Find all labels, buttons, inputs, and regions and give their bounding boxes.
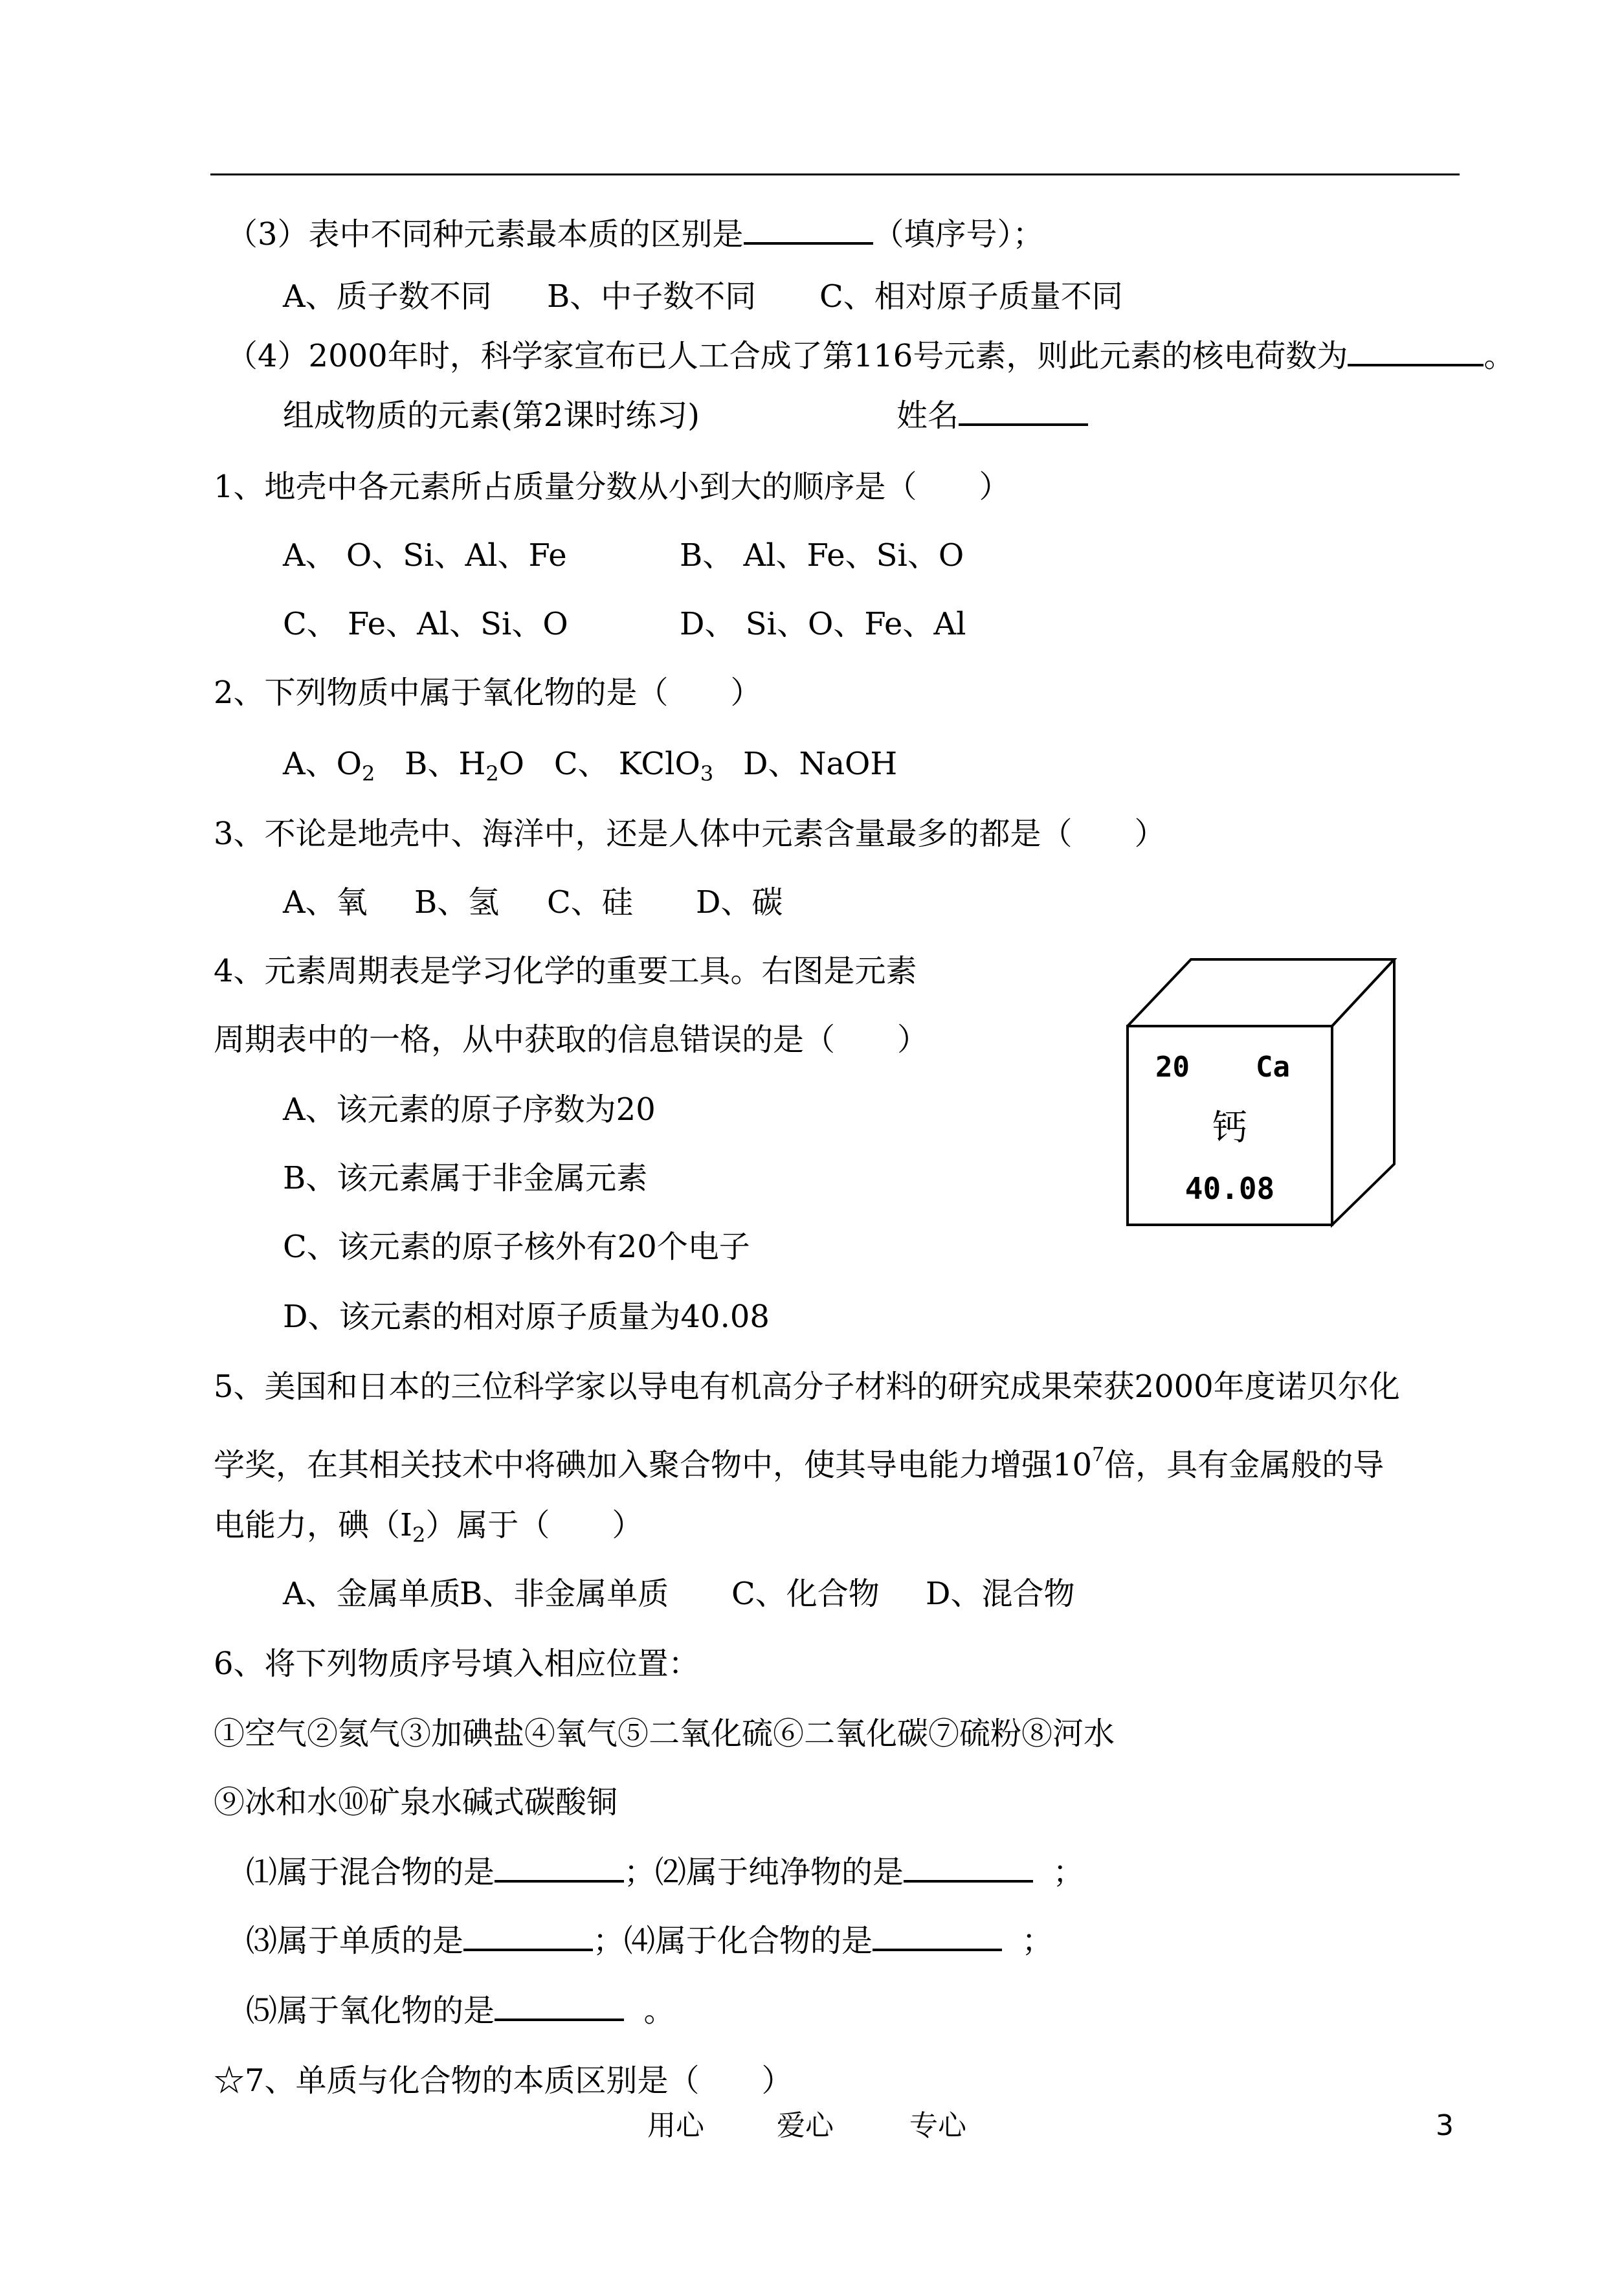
cell-symbol: Ca [1256, 1051, 1290, 1084]
prev-q3-option-b: B、中子数不同 [547, 278, 757, 315]
q3-option-a: A、氧 [283, 884, 368, 921]
q6-stem: 6、将下列物质序号填入相应位置： [214, 1646, 700, 1682]
q5-line3: 电能力，碘$(I_2)$属于（ ） [214, 1507, 643, 1547]
q1-option-b: B、 Al、Fe、Si、O [680, 537, 964, 574]
cell-atomic-number: 20 [1155, 1051, 1190, 1084]
prev-q3-blank[interactable] [744, 215, 873, 245]
q6-items-line1: ①空气②氦气③加碘盐④氧气⑤二氧化硫⑥二氧化碳⑦硫粉⑧河水 [214, 1716, 1115, 1752]
prev-q4 [227, 337, 1515, 375]
q4-stem-line2: 周期表中的一格，从中获取的信息错误的是（ ） [214, 1022, 929, 1058]
name-label: 姓名 [896, 397, 959, 434]
q6-p2-blank[interactable] [904, 1853, 1033, 1883]
prev-q3-tail: （填序号）； [873, 216, 1044, 252]
q4-option-b: B、该元素属于非金属元素 [283, 1160, 648, 1196]
q4-option-a: A、该元素的原子序数为20 [283, 1091, 656, 1128]
q7-stem: ☆7、单质与化合物的本质区别是（ ） [214, 2063, 793, 2099]
prev-q3-text: （3）表中不同种元素最本质的区别是 [227, 216, 744, 252]
name-blank[interactable] [959, 396, 1088, 426]
q5-option-a: A、金属单质 [283, 1576, 461, 1612]
cell-element-name: 钙 [1212, 1107, 1247, 1148]
q1-option-d: D、 Si、O、Fe、Al [680, 606, 966, 642]
header-rule [210, 173, 1460, 175]
prev-q4-tail: 。 [1484, 338, 1515, 374]
prev-q3-option-c: C、相对原子质量不同 [819, 278, 1123, 315]
q2-options [283, 744, 897, 793]
q3-option-b: B、氢 [414, 884, 500, 921]
q6-p5-blank[interactable] [495, 1991, 624, 2021]
periodic-cell-figure [1126, 958, 1398, 1230]
q6-part-3-4: ⑶属于单质的是 ；⑷属于化合物的是 ； [246, 1923, 1053, 1959]
q4-option-d: D、该元素的相对原子质量为40.08 [283, 1299, 770, 1335]
q1-option-c: C、 Fe、Al、Si、O [283, 606, 568, 642]
footer-item-3: 专心 [909, 2109, 966, 2142]
q5-option-b: B、非金属单质 [460, 1576, 669, 1612]
q4-option-c: C、该元素的原子核外有20个电子 [283, 1229, 750, 1265]
q6-part-5: ⑸属于氧化物的是 。 [246, 1993, 675, 2029]
footer-item-1: 用心 [647, 2109, 704, 2142]
q2-option-c: C、 KClO$_3$ [553, 746, 714, 786]
q1-option-a: A、 O、Si、Al、Fe [283, 537, 567, 574]
footer-item-2: 爱心 [777, 2109, 834, 2142]
q6-p1-blank[interactable] [495, 1853, 624, 1883]
prev-q4-text: （4）2000年时，科学家宣布已人工合成了第116号元素，则此元素的核电荷数为 [227, 338, 1348, 374]
q5-option-d: D、混合物 [926, 1576, 1075, 1612]
q2-option-a: A、$O_2$ [283, 746, 375, 786]
q2-stem: 2、下列物质中属于氧化物的是（ ） [214, 675, 762, 711]
q6-items-line2: ⑨冰和水⑩矿泉水碱式碳酸铜 [214, 1784, 618, 1820]
q4-stem-line1: 4、元素周期表是学习化学的重要工具。右图是元素 [214, 953, 917, 989]
q2-option-d: D、NaOH [742, 746, 898, 782]
prev-q3 [227, 215, 1044, 254]
name-field [896, 396, 1088, 435]
q5-option-c: C、化合物 [731, 1576, 880, 1612]
q5-line2: 学奖，在其相关技术中将碘加入聚合物中，使其导电能力增强$10^7$倍，具有金属般的导 [214, 1444, 1385, 1483]
q3-option-c: C、硅 [547, 884, 633, 921]
cell-atomic-mass: 40.08 [1185, 1171, 1275, 1206]
page-number: 3 [1436, 2109, 1454, 2142]
q3-stem: 3、不论是地壳中、海洋中，还是人体中元素含量最多的都是（ ） [214, 816, 1166, 852]
q2-option-b: B、$H_2O$ [405, 746, 525, 786]
q6-p4-blank[interactable] [873, 1921, 1002, 1951]
q5-line1: 5、美国和日本的三位科学家以导电有机高分子材料的研究成果荣获2000年度诺贝尔化 [214, 1369, 1400, 1405]
prev-q4-blank[interactable] [1348, 337, 1484, 366]
q6-part-1-2: ⑴属于混合物的是 ；⑵属于纯净物的是 ； [246, 1854, 1084, 1890]
section-title: 组成物质的元素(第2课时练习) [283, 397, 700, 434]
prev-q3-option-a: A、质子数不同 [283, 278, 492, 315]
q1-stem: 1、地壳中各元素所占质量分数从小到大的顺序是（ ） [214, 469, 1010, 505]
q3-option-d: D、碳 [696, 884, 783, 921]
q6-p3-blank[interactable] [463, 1921, 593, 1951]
